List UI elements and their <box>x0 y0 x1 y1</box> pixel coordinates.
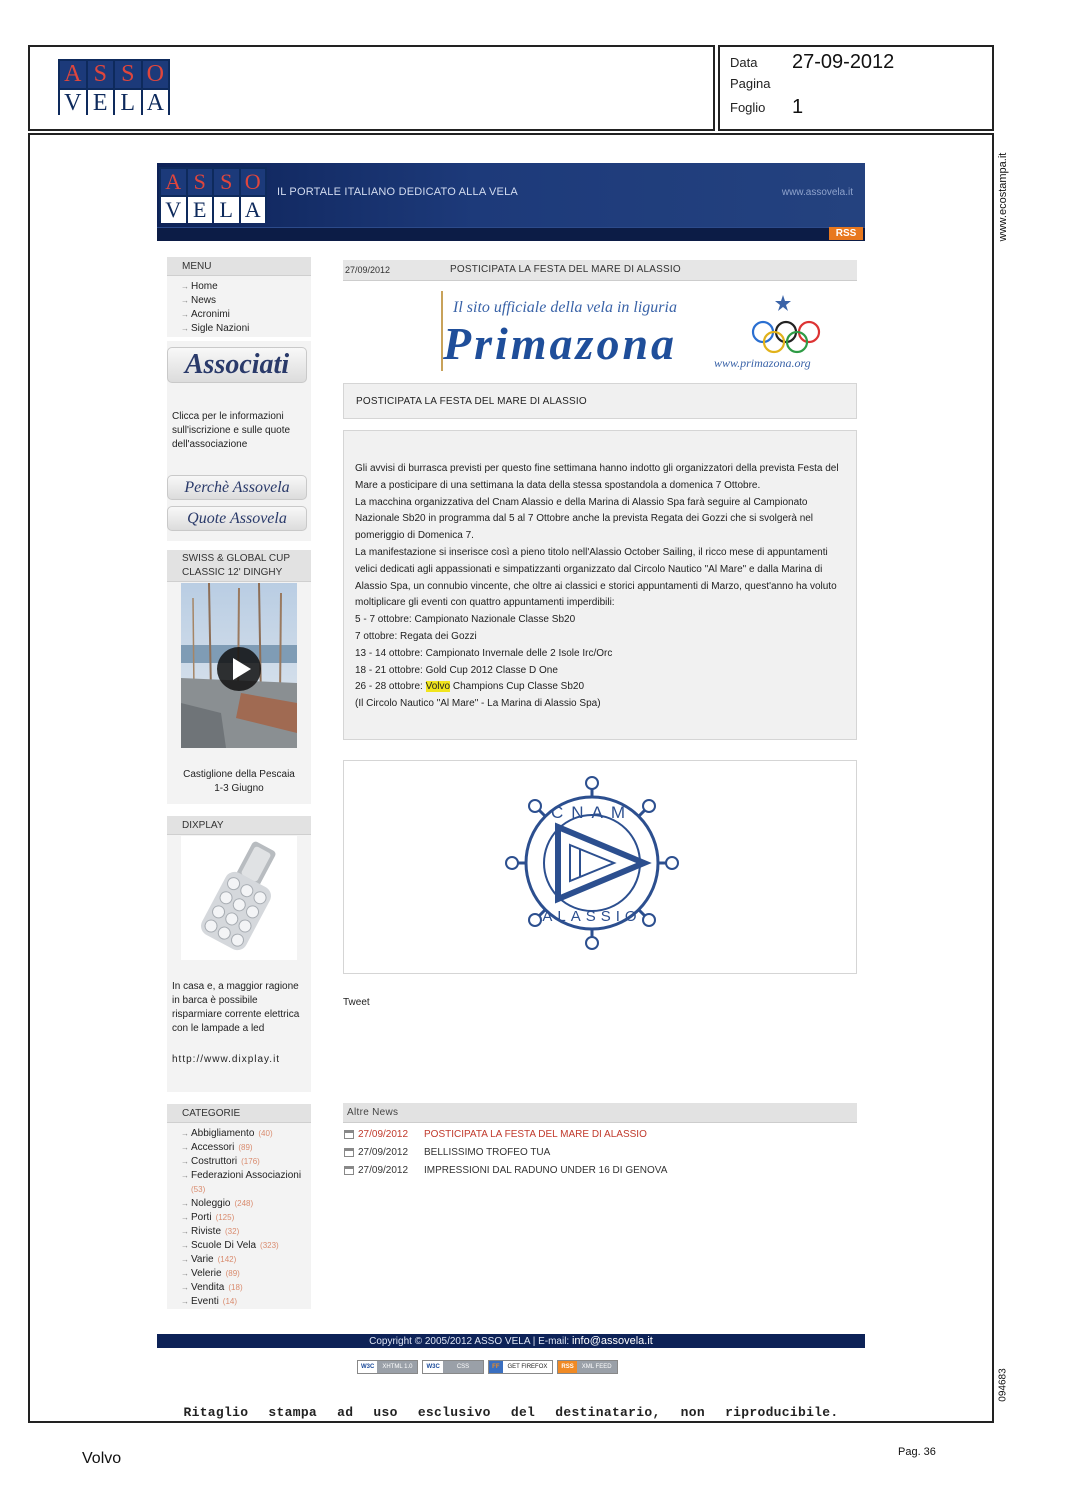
pagina-label: Pagina <box>730 76 771 91</box>
logo-letter: S <box>115 61 141 88</box>
arrow-icon: → <box>181 1255 189 1264</box>
category-count: (323) <box>260 1241 279 1250</box>
data-label: Data <box>730 55 758 70</box>
nav-bar <box>157 227 865 241</box>
primazona-url: www.primazona.org <box>714 356 811 370</box>
calendar-icon <box>344 1166 354 1175</box>
highlighted-keyword: Volvo <box>425 681 451 693</box>
arrow-icon: → <box>181 1199 189 1208</box>
event-line <box>355 679 845 696</box>
logo-letter: A <box>143 90 169 117</box>
news-title[interactable]: IMPRESSIONI DAL RADUNO UNDER 16 DI GENOVA <box>424 1165 668 1176</box>
logo-letter: O <box>143 61 169 88</box>
category-vendita[interactable] <box>181 1281 311 1295</box>
article-paragraph: La macchina organizzativa del Cnam Alassio e della Marina di Alassio Spa farà seguire al Campionato Nazionale Sb20 in programma dal 5 al 7 Ottobre anche la prevista Regata dei Gozzi che si svolgerà nel pomeriggio di Domenica 7. <box>355 496 814 542</box>
category-abbigliamento[interactable] <box>181 1127 311 1141</box>
category-costruttori[interactable] <box>181 1155 311 1169</box>
menu-item-acronimi[interactable] <box>181 308 311 322</box>
perche-assovela-button[interactable]: Perchè Assovela <box>167 475 307 500</box>
category-name: Federazioni Associazioni <box>191 1170 302 1181</box>
article-body <box>343 430 857 740</box>
star-icon <box>775 295 791 311</box>
badge-left: W3C <box>423 1361 442 1373</box>
assovela-logo <box>58 59 170 115</box>
menu-item-label: Home <box>191 281 218 292</box>
video-thumbnail[interactable] <box>181 583 297 748</box>
category-count: (89) <box>238 1143 253 1152</box>
menu-item-home[interactable] <box>181 280 311 294</box>
category-name: Abbigliamento <box>191 1128 255 1139</box>
category-name: Eventi <box>191 1296 219 1307</box>
news-date: 27/09/2012 <box>358 1165 409 1176</box>
arrow-icon: → <box>181 1171 189 1180</box>
menu-item-label: Acronimi <box>191 309 230 320</box>
category-noleggio[interactable] <box>181 1197 311 1211</box>
categorie-title: CATEGORIE <box>167 1104 311 1123</box>
menu-item-label: Sigle Nazioni <box>191 323 250 334</box>
category-count: (18) <box>228 1283 243 1292</box>
badge-left: FF <box>489 1361 502 1373</box>
logo-letter: A <box>241 197 266 223</box>
category-name: Vendita <box>191 1282 225 1293</box>
article-signature: (Il Circolo Nautico "Al Mare" - La Marina di Alassio Spa) <box>355 698 601 710</box>
category-name: Noleggio <box>191 1198 231 1209</box>
category-scuole[interactable] <box>181 1239 311 1253</box>
site-url[interactable]: www.assovela.it <box>781 187 853 198</box>
article-title[interactable]: POSTICIPATA LA FESTA DEL MARE DI ALASSIO <box>450 264 681 275</box>
dixplay-link[interactable]: http://www.dixplay.it <box>172 1054 281 1065</box>
badge-left: W3C <box>358 1361 377 1373</box>
altre-news-title: Altre News <box>343 1103 857 1123</box>
clipping-header <box>28 45 715 131</box>
site-footer <box>157 1334 865 1348</box>
logo-letter: L <box>214 197 239 223</box>
swiss-cup-title: SWISS & GLOBAL CUP CLASSIC 12' DINGHY <box>167 550 311 582</box>
category-name: Costruttori <box>191 1156 238 1167</box>
badge-right: GET FIREFOX <box>503 1361 553 1373</box>
badge-right: CSS <box>443 1361 483 1373</box>
swiss-caption-1: Castiglione della Pescaia <box>183 769 295 780</box>
meta-data-row <box>730 51 894 74</box>
logo-letter: O <box>241 169 266 195</box>
rss-feed-badge[interactable] <box>557 1360 617 1374</box>
category-varie[interactable] <box>181 1253 311 1267</box>
associati-button[interactable]: Associati <box>167 347 307 383</box>
arrow-icon: → <box>181 310 189 319</box>
category-count: (176) <box>241 1157 260 1166</box>
tweet-button[interactable]: Tweet <box>343 997 370 1008</box>
news-title[interactable]: POSTICIPATA LA FESTA DEL MARE DI ALASSIO <box>424 1129 647 1140</box>
category-name: Accessori <box>191 1142 235 1153</box>
clipping-code <box>994 1360 1012 1410</box>
meta-pagina-row <box>730 76 792 91</box>
event-line: 5 - 7 ottobre: Campionato Nazionale Classe Sb20 <box>355 614 576 626</box>
primazona-name: Primazona <box>443 318 678 369</box>
category-count: (14) <box>222 1297 238 1306</box>
ecostampa-text: www.ecostampa.it <box>997 152 1009 242</box>
badge-right: XHTML 1.0 <box>377 1361 417 1373</box>
news-item[interactable] <box>344 1147 844 1158</box>
calendar-icon <box>344 1130 354 1139</box>
event-text: 26 - 28 ottobre: <box>355 681 426 693</box>
event-line: 13 - 14 ottobre: Campionato Invernale delle 2 Isole Irc/Orc <box>355 647 613 659</box>
dixplay-title: DIXPLAY <box>167 816 311 835</box>
category-count: (142) <box>217 1255 237 1264</box>
foglio-value: 1 <box>792 96 804 118</box>
article-headline: POSTICIPATA LA FESTA DEL MARE DI ALASSIO <box>343 383 857 419</box>
dixplay-text: In casa e, a maggior ragione in barca è possibile risparmiare corrente elettrica con le lampade a led <box>172 981 300 1034</box>
menu-item-sigle-nazioni[interactable] <box>181 322 311 336</box>
category-accessori[interactable] <box>181 1141 311 1155</box>
badge-left: RSS <box>558 1361 576 1373</box>
category-count: (32) <box>225 1227 240 1236</box>
site-banner <box>157 163 865 227</box>
logo-letter: S <box>88 61 114 88</box>
article-title-bar <box>343 260 857 281</box>
clipping-disclaimer: Ritaglio stampa ad uso esclusivo del destinatario, non riproducibile. <box>183 1405 839 1420</box>
category-riviste[interactable] <box>181 1225 311 1239</box>
meta-foglio-row <box>730 96 803 119</box>
site-tagline: IL PORTALE ITALIANO DEDICATO ALLA VELA <box>277 186 518 198</box>
arrow-icon: → <box>181 1143 189 1152</box>
article-paragraph: Gli avvisi di burrasca previsti per questo fine settimana hanno indotto gli organizzatori della prevista Festa del Mare a posticipare di una settimana la data della stessa spostandola a domenica 7 Ottobre. <box>355 463 839 491</box>
validator-badges <box>357 1360 618 1374</box>
category-velerie[interactable] <box>181 1267 311 1281</box>
arrow-icon: → <box>181 324 189 333</box>
event-line: 18 - 21 ottobre: Gold Cup 2012 Classe D One <box>355 664 558 676</box>
logo-letter: S <box>188 169 213 195</box>
primazona-tagline: Il sito ufficiale della vela in liguria <box>453 299 677 316</box>
badge-right: XML FEED <box>577 1361 617 1373</box>
news-title[interactable]: BELLISSIMO TROFEO TUA <box>424 1147 551 1158</box>
category-name: Varie <box>191 1254 214 1265</box>
news-item[interactable] <box>344 1129 844 1140</box>
category-count: (248) <box>234 1199 254 1208</box>
footer-email-link[interactable]: info@assovela.it <box>571 1335 653 1347</box>
event-line: 7 ottobre: Regata dei Gozzi <box>355 630 477 642</box>
calendar-icon <box>344 1148 354 1157</box>
logo-letter: E <box>188 197 213 223</box>
category-name: Porti <box>191 1212 212 1223</box>
article-paragraph: La manifestazione si inserisce così a pieno titolo nell'Alassio October Sailing, il ricco mese di appuntamenti velici dedicati agli appassionati e simpatizzanti organizzato dal Circolo Nautico "Al Mare" e dalla Marina di Alassio Spa, un connubio vincente, che oltre ai classici e storici appuntamenti di Marzo, quest'anno ha voluto moltiplicare gli eventi con quattro appuntamenti imperdibili: <box>355 546 837 609</box>
logo-letter: A <box>60 61 86 88</box>
cnam-alassio-logo-icon <box>344 761 858 975</box>
event-text: Champions Cup Classe Sb20 <box>450 681 585 693</box>
category-name: Scuole Di Vela <box>191 1240 257 1251</box>
site-logo[interactable] <box>159 167 267 221</box>
menu-title: MENU <box>167 257 311 276</box>
ecostampa-credit <box>994 142 1012 252</box>
associati-text: Clicca per le informazioni sull'iscrizione e sulle quote dell'associazione <box>172 411 291 450</box>
news-date: 27/09/2012 <box>358 1147 409 1158</box>
clipping-page-number: Pag. 36 <box>898 1446 936 1458</box>
logo-letter: E <box>88 90 114 117</box>
led-lamp-image[interactable] <box>181 836 297 960</box>
data-value: 27-09-2012 <box>792 51 895 73</box>
news-item[interactable] <box>344 1165 844 1176</box>
category-federazioni[interactable] <box>181 1169 311 1197</box>
alassio-text: ALASSIO <box>542 908 642 925</box>
harbor-photo <box>181 583 297 748</box>
rss-button[interactable]: RSS <box>829 227 863 240</box>
news-date: 27/09/2012 <box>358 1129 409 1140</box>
css-badge[interactable] <box>422 1360 484 1374</box>
arrow-icon: → <box>181 1241 189 1250</box>
logo-letter: A <box>161 169 186 195</box>
category-porti[interactable] <box>181 1211 311 1225</box>
copyright-text: Copyright © 2005/2012 ASSO VELA | E-mail: <box>369 1336 572 1347</box>
categorie-box <box>167 1104 311 1309</box>
logo-letter: V <box>161 197 186 223</box>
menu-item-news[interactable] <box>181 294 311 308</box>
quote-assovela-button[interactable]: Quote Assovela <box>167 506 307 531</box>
article-date: 27/09/2012 <box>345 265 391 275</box>
cnam-logo-box <box>343 760 857 974</box>
logo-letter: V <box>60 90 86 117</box>
clipping-meta <box>718 45 994 131</box>
category-eventi[interactable] <box>181 1295 311 1309</box>
logo-letter: S <box>214 169 239 195</box>
category-name: Riviste <box>191 1226 222 1237</box>
cnam-text: CNAM <box>550 803 634 822</box>
swiss-caption-2: 1-3 Giugno <box>214 783 264 794</box>
arrow-icon: → <box>181 1283 189 1292</box>
category-count: (40) <box>258 1129 273 1138</box>
menu-item-label: News <box>191 295 217 306</box>
category-count: (53) <box>191 1185 206 1194</box>
arrow-icon: → <box>181 1129 189 1138</box>
website-screenshot <box>157 163 865 1348</box>
clipping-keyword: Volvo <box>82 1450 122 1467</box>
led-bulb-icon <box>181 836 297 960</box>
arrow-icon: → <box>181 1269 189 1278</box>
xhtml-badge[interactable] <box>357 1360 418 1374</box>
logo-letter: L <box>115 90 141 117</box>
arrow-icon: → <box>181 1297 189 1306</box>
category-name: Velerie <box>191 1268 222 1279</box>
menu-box <box>167 257 311 337</box>
category-count: (125) <box>215 1213 235 1222</box>
arrow-icon: → <box>181 282 189 291</box>
firefox-badge[interactable] <box>488 1360 553 1374</box>
arrow-icon: → <box>181 1213 189 1222</box>
category-count: (89) <box>225 1269 240 1278</box>
primazona-logo <box>439 287 857 377</box>
arrow-icon: → <box>181 1157 189 1166</box>
clipping-code-text: 094683 <box>997 1368 1009 1402</box>
primazona-banner[interactable] <box>439 287 857 377</box>
foglio-label: Foglio <box>730 100 766 115</box>
olympic-rings-icon <box>753 322 819 352</box>
arrow-icon: → <box>181 1227 189 1236</box>
arrow-icon: → <box>181 296 189 305</box>
